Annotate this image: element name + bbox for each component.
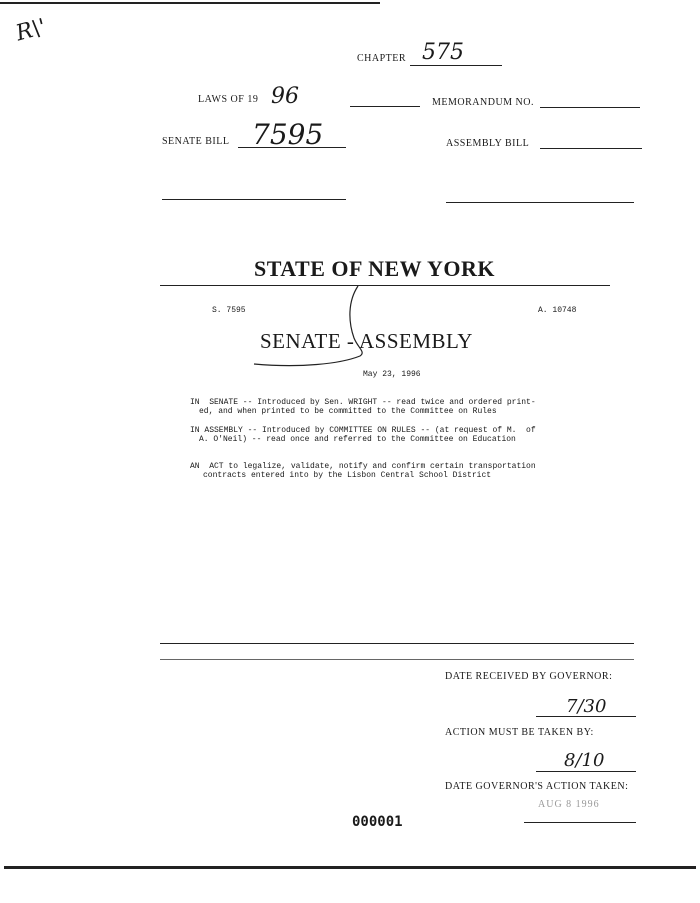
assembly-bill-blank	[540, 148, 642, 149]
senate-intro-line2: ed, and when printed to be committed to the Committee on Rules	[199, 407, 497, 416]
senate-bill-value: 7595	[252, 118, 324, 151]
assembly-intro-line1: IN ASSEMBLY -- Introduced by COMMITTEE ON RULES -- (at request of M. of	[190, 426, 536, 435]
laws-of-value: 96	[271, 84, 299, 109]
memorandum-blank	[540, 107, 640, 108]
action-must-blank	[536, 771, 636, 772]
blank-line-left	[162, 199, 346, 200]
governor-action-blank	[524, 822, 636, 823]
chapter-label: CHAPTER	[357, 53, 407, 64]
date-received-value: 7/30	[566, 696, 607, 717]
assembly-bill-label: ASSEMBLY BILL	[446, 138, 530, 149]
act-line1: AN ACT to legalize, validate, notify and confirm certain transportation	[190, 462, 536, 471]
action-must-label: ACTION MUST BE TAKEN BY:	[445, 727, 594, 738]
governor-action-label: DATE GOVERNOR'S ACTION TAKEN:	[445, 781, 629, 792]
laws-of-label: LAWS OF 19	[198, 94, 259, 105]
date-received-label: DATE RECEIVED BY GOVERNOR:	[445, 671, 613, 682]
assembly-intro-line2: A. O'Neil) -- read once and referred to the Committee on Education	[199, 435, 516, 444]
memorandum-label: MEMORANDUM NO.	[432, 97, 535, 108]
senate-bill-label: SENATE BILL	[162, 136, 230, 147]
bottom-edge-line	[4, 866, 696, 869]
act-line2: contracts entered into by the Lisbon Central School District	[203, 471, 492, 480]
senate-number: S. 7595	[212, 306, 246, 315]
state-title-underline	[160, 285, 610, 286]
chapter-value: 575	[422, 40, 464, 65]
date-received-blank	[536, 716, 636, 717]
page-number: 000001	[352, 814, 403, 830]
senate-intro-line1: IN SENATE -- Introduced by Sen. WRIGHT -- read twice and ordered print-	[190, 398, 536, 407]
houses-title: SENATE - ASSEMBLY	[260, 329, 473, 353]
divider-line-2	[160, 659, 634, 660]
margin-note: R\'	[13, 14, 49, 47]
state-title: STATE OF NEW YORK	[254, 256, 495, 281]
bill-date: May 23, 1996	[363, 370, 421, 379]
action-must-value: 8/10	[564, 750, 605, 771]
top-edge-line	[0, 2, 380, 4]
blank-line-right	[446, 202, 634, 203]
laws-of-blank	[350, 106, 420, 107]
governor-action-stamp: AUG 8 1996	[538, 799, 600, 810]
assembly-number: A. 10748	[538, 306, 577, 315]
divider-line-1	[160, 643, 634, 644]
hand-drawn-brace	[240, 276, 380, 376]
